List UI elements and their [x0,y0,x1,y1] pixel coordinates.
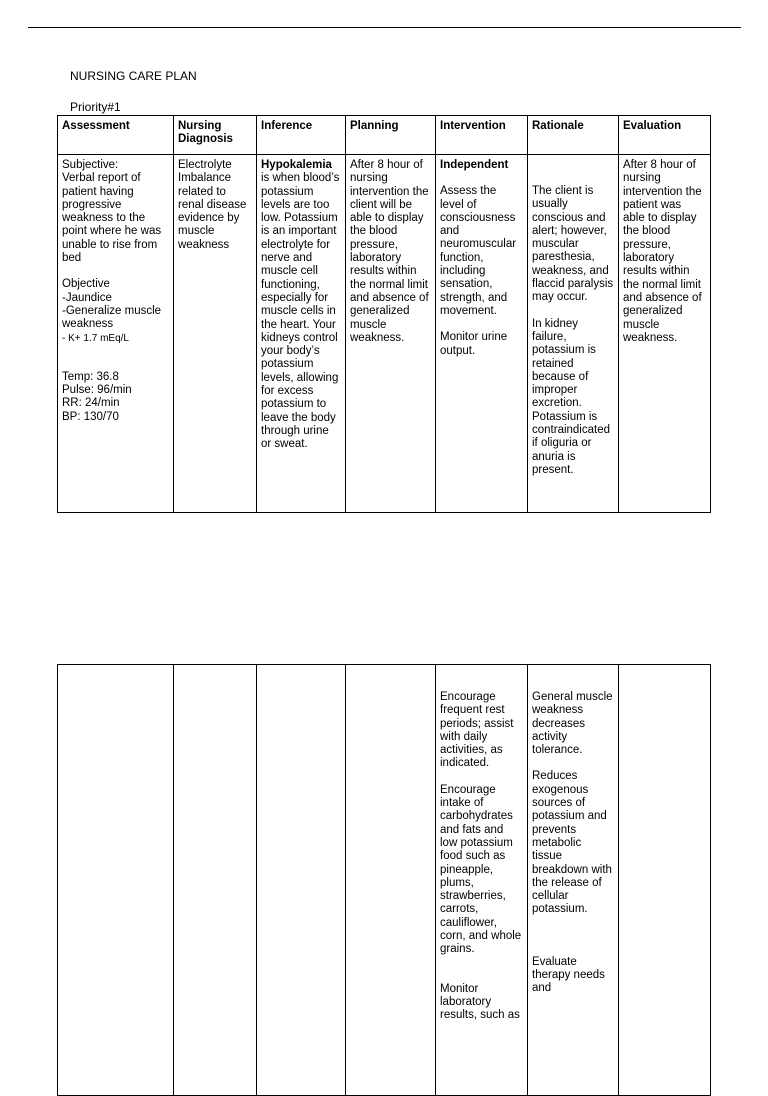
rationale-item: In kidney failure, potassium is retained because of improper excretion. Potassium is contraindicated if oliguria or anuria is present. [532,317,610,476]
planning-cell: After 8 hour of nursing intervention the client will be able to display the blood pressure, laboratory results within the normal limit and absence of generalized muscle weakness. [346,155,436,513]
vital-pulse: Pulse: 96/min [62,384,132,397]
table-row [58,155,711,513]
potassium-lab: - K+ 1.7 mEq/L [62,332,129,344]
evaluation-cell: After 8 hour of nursing intervention the patient was able to display the blood pressure, laboratory results within the normal limit and absence of generalized muscle weakness. [619,155,711,513]
header-planning: Planning [346,116,436,155]
rationale-cell [528,665,619,1096]
header-nursing-diagnosis: Nursing Diagnosis [174,116,257,155]
inference-cell [257,665,346,1096]
subjective-text: Verbal report of patient having progressive weakness to the point where he was unable to rise from bed [62,172,162,265]
vital-temp: Temp: 36.8 [62,370,119,383]
rationale-item: Reduces exogenous sources of potassium and prevents metabolic tissue breakdown with the release of cellular potassium. [532,770,612,916]
header-inference: Inference [257,116,346,155]
intervention-label: Independent [440,159,509,171]
objective-label: Objective [62,278,110,291]
intervention-cell [436,665,528,1096]
objective-item: -Jaundice [62,291,112,304]
assessment-cell [58,155,174,513]
document-title: NURSING CARE PLAN [70,69,197,83]
intervention-item: Encourage frequent rest periods; assist with daily activities, as indicated. [440,691,514,770]
inference-cell [257,155,346,513]
assessment-cell [58,665,174,1096]
intervention-item: Assess the level of consciousness and neuromuscular function, including sensation, strength, and movement. [440,185,517,317]
care-plan-table [57,115,711,513]
rationale-item: Evaluate therapy needs and [532,955,605,995]
intervention-cell [436,155,528,513]
planning-cell [346,665,436,1096]
top-rule [28,27,741,28]
header-rationale: Rationale [528,116,619,155]
priority-label: Priority#1 [70,100,121,114]
intervention-item: Monitor laboratory results, such as [440,982,520,1022]
subjective-label: Subjective: [62,159,119,171]
header-evaluation: Evaluation [619,116,711,155]
objective-item: -Generalize muscle weakness [62,304,162,331]
care-plan-table-continued [57,664,711,1096]
header-intervention: Intervention [436,116,528,155]
intervention-item: Monitor urine output. [440,331,508,357]
table-row [58,665,711,1096]
diagnosis-cell: Electrolyte Imbalance related to renal disease evidence by muscle weakness [174,155,257,513]
inference-term: Hypokalemia [261,159,332,171]
inference-text: is when blood’s potassium levels are too low. Potassium is an important electrolyte for nerve and muscle cell functioning, especially for muscle cells in the heart. Your kidneys control your body’s potassium levels, allowing for excess potassium to leave the body through urine or sweat. [261,172,340,451]
table-header-row [58,116,711,155]
vital-bp: BP: 130/70 [62,410,119,423]
rationale-cell [528,155,619,513]
rationale-item: The client is usually conscious and alert; however, muscular paresthesia, weakness, and flaccid paralysis may occur. [532,185,614,304]
vital-rr: RR: 24/min [62,397,120,410]
header-assessment: Assessment [58,116,174,155]
rationale-item: General muscle weakness decreases activity tolerance. [532,691,613,757]
evaluation-cell [619,665,711,1096]
diagnosis-cell [174,665,257,1096]
intervention-item: Encourage intake of carbohydrates and fats and low potassium food such as pineapple, plums, strawberries, carrots, cauliflower, corn, and whole grains. [440,783,522,956]
